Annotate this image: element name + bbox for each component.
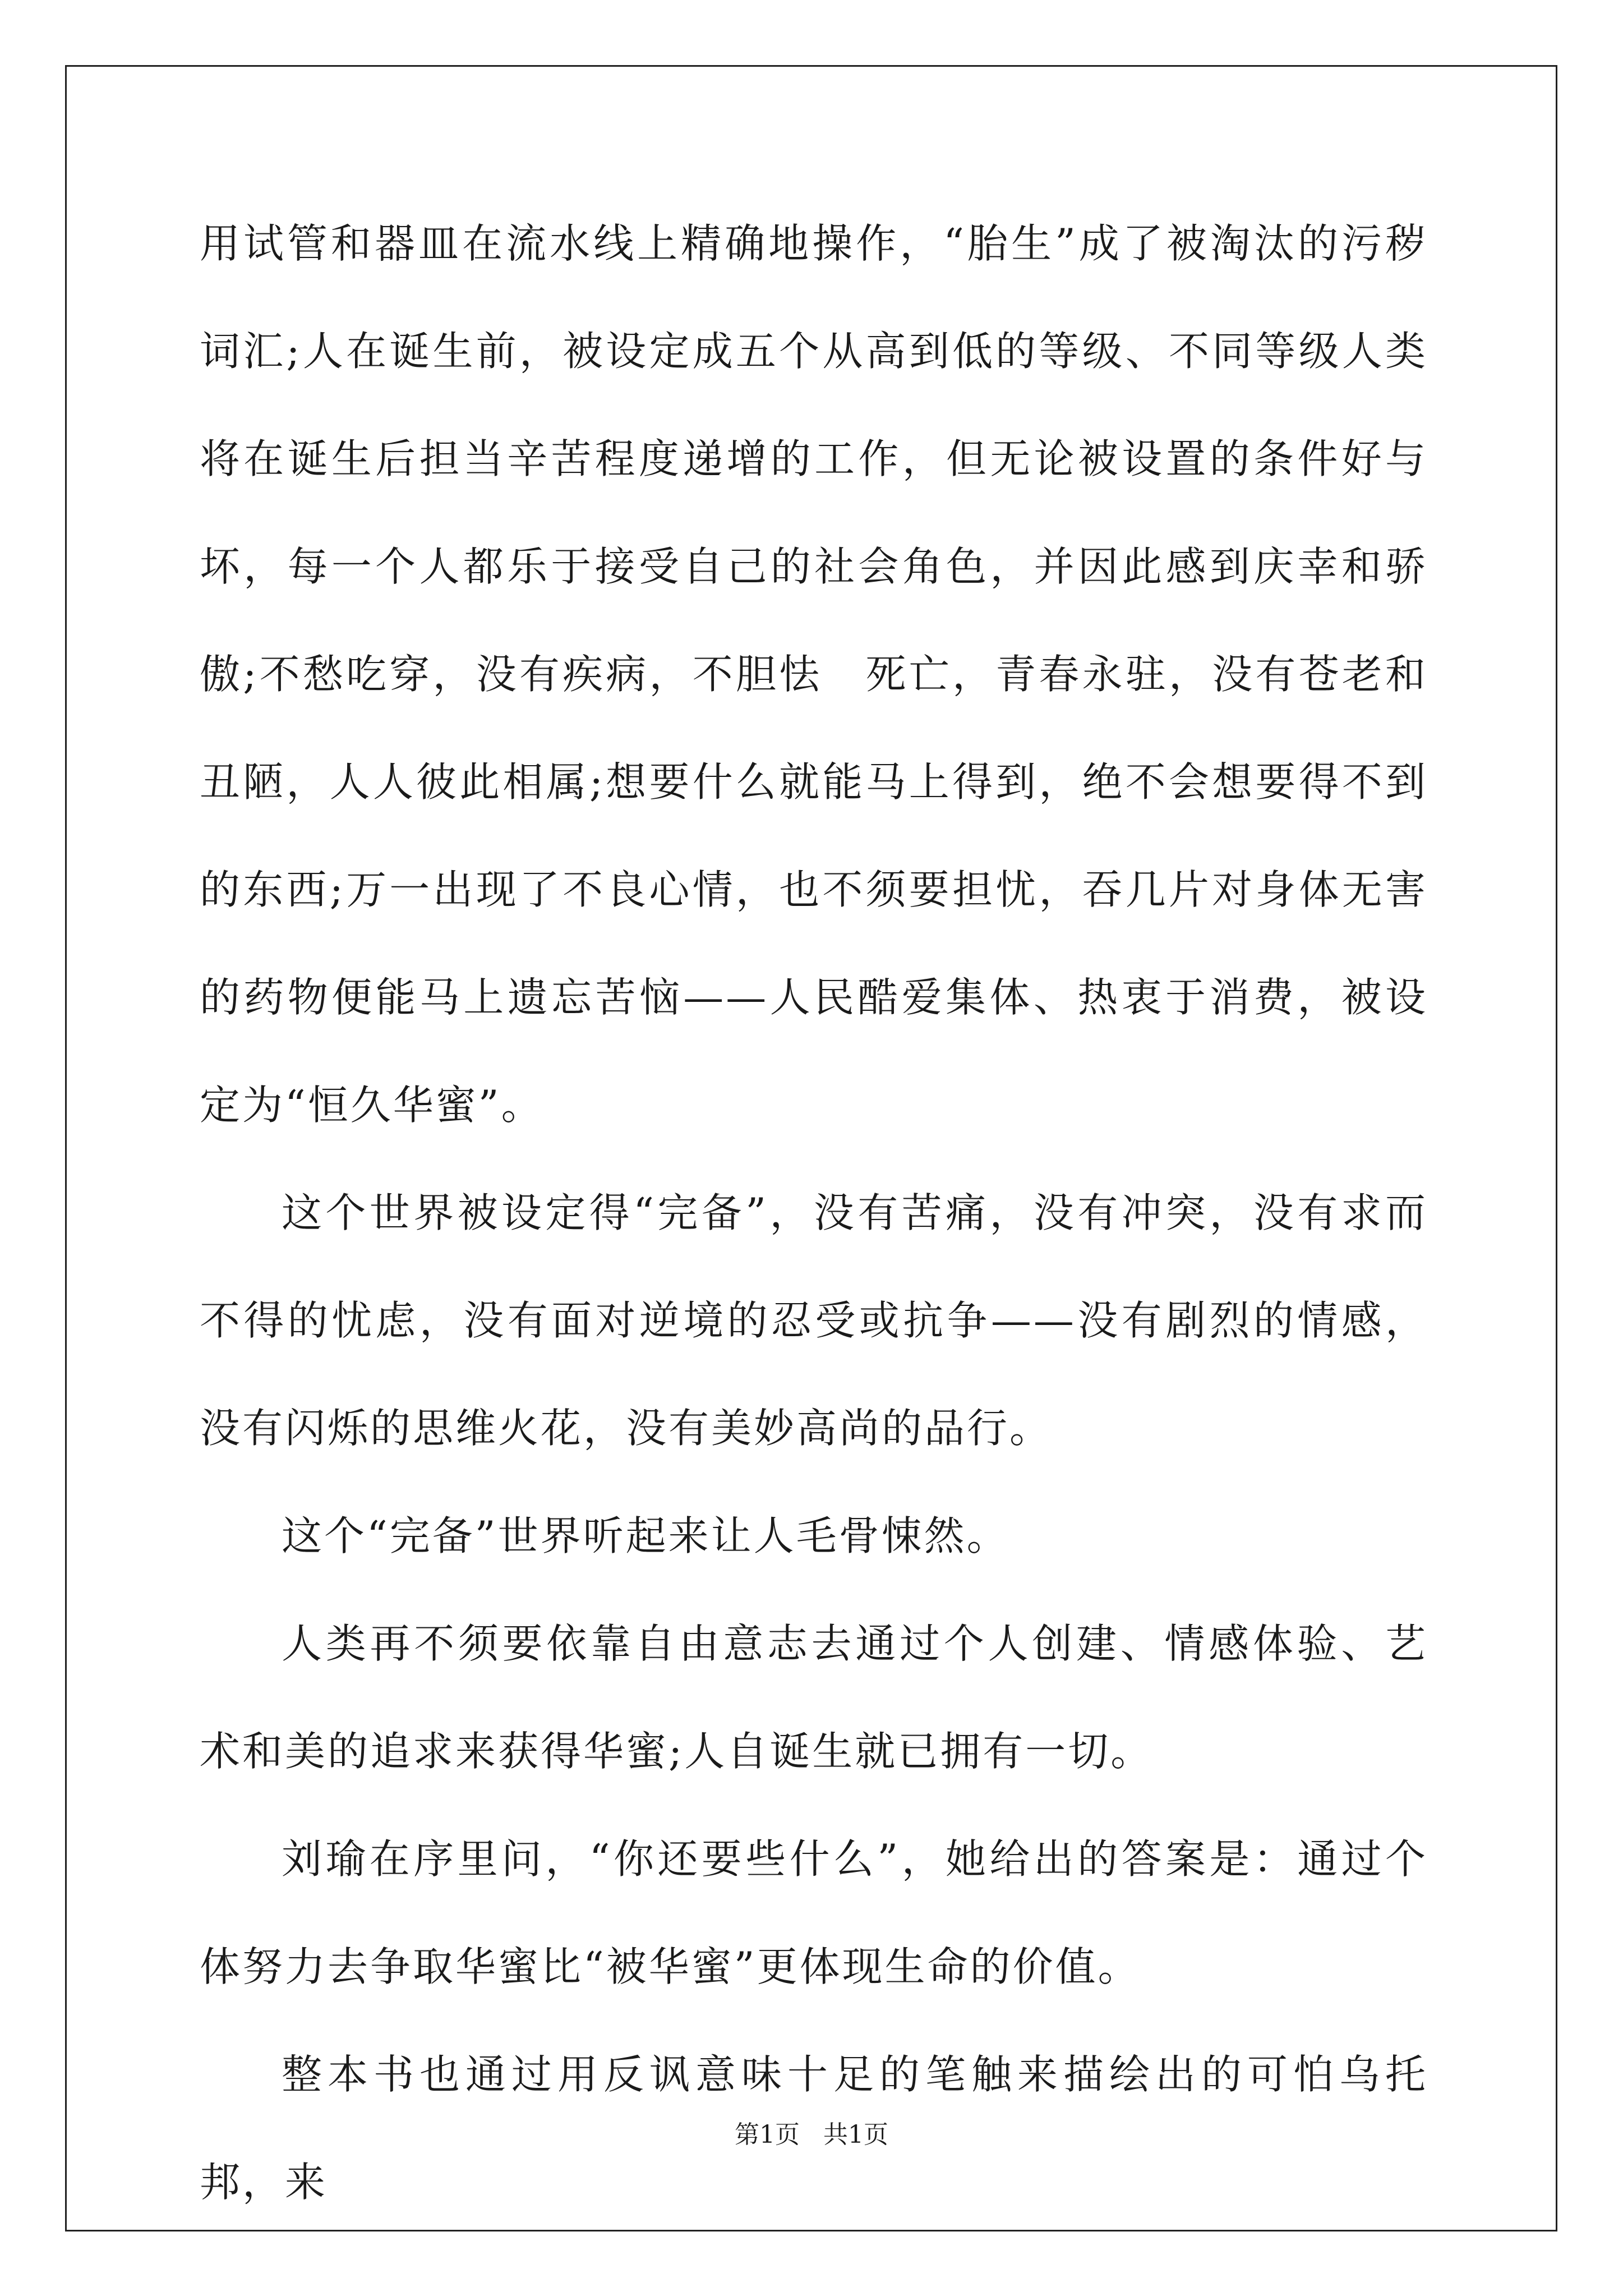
paragraph-6: 整本书也通过用反讽意味十足的笔触来描绘出的可怕乌托邦，来 <box>200 2051 1428 2206</box>
page-footer <box>0 2118 1623 2152</box>
paragraph-4: 人类再不须要依靠自由意志去通过个人创建、情感体验、艺术和美的追求来获得华蜜;人自诞生就已拥有一切。 <box>200 1620 1428 1775</box>
page-number: 第1页 <box>735 2120 800 2149</box>
paragraph-5: 刘瑜在序里问，“你还要些什么”，她给出的答案是：通过个体努力去争取华蜜比“被华蜜”更体现生命的价值。 <box>200 1835 1428 1990</box>
paragraph-2: 这个世界被设定得“完备”，没有苦痛，没有冲突，没有求而不得的忧虑，没有面对逆境的忍受或抗争——没有剧烈的情感，没有闪烁的思维火花，没有美妙高尚的品行。 <box>200 1189 1428 1452</box>
document-body <box>200 190 1428 2236</box>
paragraph-1: 用试管和器皿在流水线上精确地操作，“胎生”成了被淘汰的污秽词汇;人在诞生前，被设定成五个从高到低的等级、不同等级人类将在诞生后担当辛苦程度递增的工作，但无论被设置的条件好与坏，每一个人都乐于接受自己的社会角色，并因此感到庆幸和骄傲;不愁吃穿，没有疾病，不胆怯 死亡，青春永驻，没有苍老和丑陋，人人彼此相属;想要什么就能马上得到，绝不会想要得不到的东西;万一出现了不良心情，也不须要担忧，吞几片对身体无害的药物便能马上遗忘苦恼——人民酷爱集体、热衷于消费，被设定为“恒久华蜜”。 <box>200 220 1428 1129</box>
page-total: 共1页 <box>823 2120 888 2149</box>
paragraph-3: 这个“完备”世界听起来让人毛骨悚然。 <box>282 1512 1009 1559</box>
